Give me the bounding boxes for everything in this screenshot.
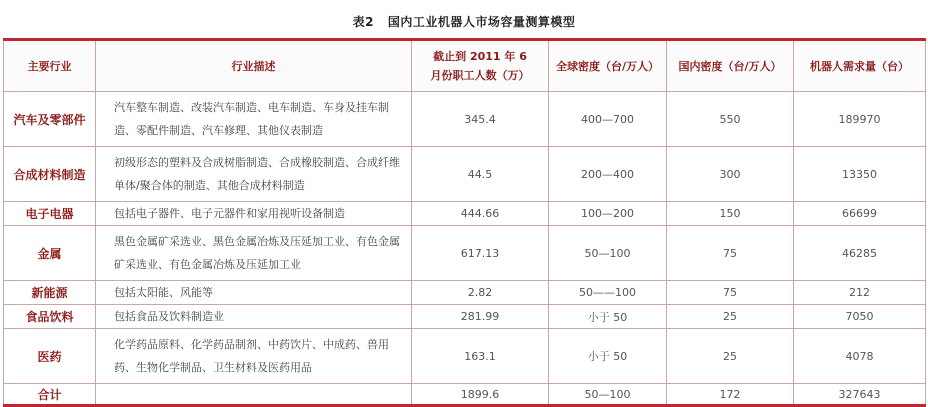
table-number: 表2 bbox=[352, 15, 374, 29]
description-cell: 黑色金属矿采选业、黑色金属冶炼及压延加工业、有色金属矿采选业、有色金属冶炼及压延加工业 bbox=[96, 226, 412, 281]
table-row bbox=[4, 202, 926, 226]
employees-cell: 444.66 bbox=[412, 202, 549, 226]
industry-cell: 新能源 bbox=[4, 281, 96, 305]
table-row bbox=[4, 147, 926, 202]
demand-cell: 13350 bbox=[794, 147, 926, 202]
domestic-density-cell: 25 bbox=[667, 305, 794, 329]
total-employees-cell: 1899.6 bbox=[412, 384, 549, 406]
global-density-cell: 200—400 bbox=[549, 147, 667, 202]
demand-cell: 4078 bbox=[794, 329, 926, 384]
global-density-cell: 小于 50 bbox=[549, 305, 667, 329]
employees-cell: 345.4 bbox=[412, 92, 549, 147]
domestic-density-cell: 75 bbox=[667, 226, 794, 281]
employees-cell: 281.99 bbox=[412, 305, 549, 329]
table-row bbox=[4, 329, 926, 384]
domestic-density-cell: 25 bbox=[667, 329, 794, 384]
table-row bbox=[4, 305, 926, 329]
header-global-density: 全球密度（台/万人） bbox=[549, 40, 667, 92]
table-total-row bbox=[4, 384, 926, 406]
table-row bbox=[4, 226, 926, 281]
total-description-cell bbox=[96, 384, 412, 406]
demand-cell: 212 bbox=[794, 281, 926, 305]
header-domestic-density: 国内密度（台/万人） bbox=[667, 40, 794, 92]
table-row bbox=[4, 281, 926, 305]
description-cell: 包括太阳能、风能等 bbox=[96, 281, 412, 305]
header-demand: 机器人需求量（台） bbox=[794, 40, 926, 92]
demand-cell: 189970 bbox=[794, 92, 926, 147]
header-description: 行业描述 bbox=[96, 40, 412, 92]
employees-cell: 2.82 bbox=[412, 281, 549, 305]
description-cell: 包括电子器件、电子元器件和家用视听设备制造 bbox=[96, 202, 412, 226]
industry-cell: 金属 bbox=[4, 226, 96, 281]
global-density-cell: 50—100 bbox=[549, 226, 667, 281]
domestic-density-cell: 300 bbox=[667, 147, 794, 202]
industry-cell: 医药 bbox=[4, 329, 96, 384]
industry-cell: 汽车及零部件 bbox=[4, 92, 96, 147]
domestic-density-cell: 75 bbox=[667, 281, 794, 305]
table-title: 国内工业机器人市场容量测算模型 bbox=[387, 15, 576, 29]
demand-cell: 7050 bbox=[794, 305, 926, 329]
total-global-density-cell: 50—100 bbox=[549, 384, 667, 406]
global-density-cell: 400—700 bbox=[549, 92, 667, 147]
global-density-cell: 50——100 bbox=[549, 281, 667, 305]
industry-cell: 电子电器 bbox=[4, 202, 96, 226]
domestic-density-cell: 150 bbox=[667, 202, 794, 226]
industry-cell: 食品饮料 bbox=[4, 305, 96, 329]
header-employees: 截止到 2011 年 6 月份职工人数（万） bbox=[412, 40, 549, 92]
description-cell: 初级形态的塑料及合成树脂制造、合成橡胶制造、合成纤维单体/聚合体的制造、其他合成材料制造 bbox=[96, 147, 412, 202]
employees-cell: 44.5 bbox=[412, 147, 549, 202]
global-density-cell: 100—200 bbox=[549, 202, 667, 226]
total-demand-cell: 327643 bbox=[794, 384, 926, 406]
description-cell: 化学药品原料、化学药品制剂、中药饮片、中成药、兽用药、生物化学制品、卫生材料及医药用品 bbox=[96, 329, 412, 384]
market-capacity-table bbox=[3, 38, 926, 407]
total-label-cell: 合计 bbox=[4, 384, 96, 406]
table-caption bbox=[0, 13, 928, 30]
global-density-cell: 小于 50 bbox=[549, 329, 667, 384]
table-header-row bbox=[4, 40, 926, 92]
header-industry: 主要行业 bbox=[4, 40, 96, 92]
demand-cell: 46285 bbox=[794, 226, 926, 281]
description-cell: 汽车整车制造、改装汽车制造、电车制造、车身及挂车制造、零配件制造、汽车修理、其他仪表制造 bbox=[96, 92, 412, 147]
domestic-density-cell: 550 bbox=[667, 92, 794, 147]
industry-cell: 合成材料制造 bbox=[4, 147, 96, 202]
table-row bbox=[4, 92, 926, 147]
employees-cell: 617.13 bbox=[412, 226, 549, 281]
total-domestic-density-cell: 172 bbox=[667, 384, 794, 406]
demand-cell: 66699 bbox=[794, 202, 926, 226]
description-cell: 包括食品及饮料制造业 bbox=[96, 305, 412, 329]
employees-cell: 163.1 bbox=[412, 329, 549, 384]
